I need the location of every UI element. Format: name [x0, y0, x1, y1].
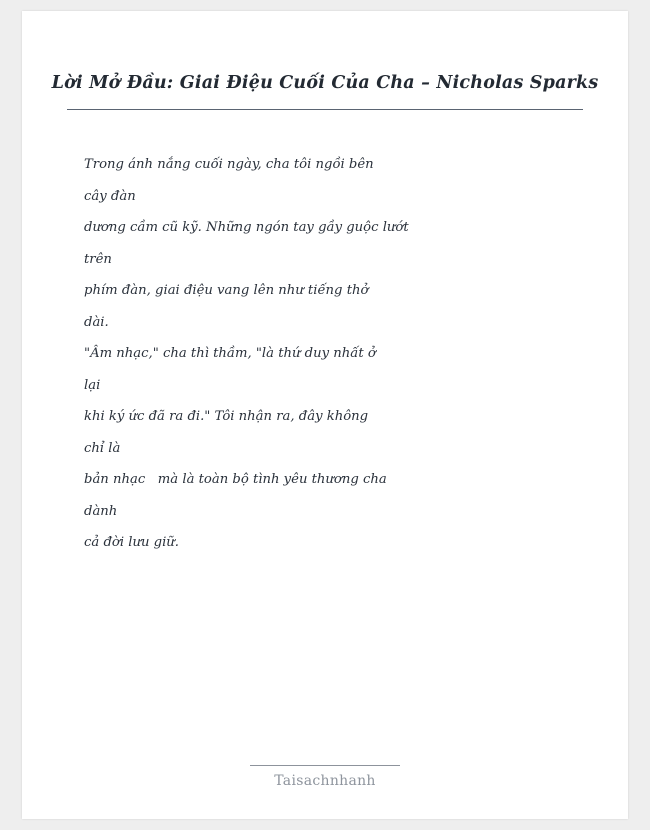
document-page — [22, 11, 628, 819]
poem-line: chỉ là — [84, 440, 121, 456]
poem-line: phím đàn, giai điệu vang lên như tiếng thở — [84, 283, 369, 298]
poem-line: trên — [84, 251, 112, 267]
poem-line: bản nhạc mà là toàn bộ tình yêu thương cha — [84, 472, 387, 487]
footer-divider — [250, 765, 400, 766]
poem-line: dành — [84, 503, 118, 519]
poem-line: cả đời lưu giữ. — [84, 535, 179, 550]
poem-line: lại — [84, 377, 101, 393]
title-divider — [67, 109, 583, 110]
poem-body — [84, 149, 514, 559]
poem-line: dương cầm cũ kỹ. Những ngón tay gầy guộc lướt — [84, 220, 409, 235]
poem-line: "Âm nhạc," cha thì thầm, "là thứ duy nhất ở — [84, 346, 376, 361]
poem-line: khi ký ức đã ra đi." Tôi nhận ra, đây không — [84, 409, 369, 424]
poem-line: dài. — [84, 314, 109, 330]
footer-attribution: Taisachnhanh — [274, 773, 376, 789]
poem-line: Trong ánh nắng cuối ngày, cha tôi ngồi bên — [84, 157, 374, 172]
page-title: Lời Mở Đầu: Giai Điệu Cuối Của Cha – Nicholas Sparks — [51, 73, 599, 93]
page-content — [22, 11, 628, 819]
poem-line: cây đàn — [84, 188, 136, 204]
